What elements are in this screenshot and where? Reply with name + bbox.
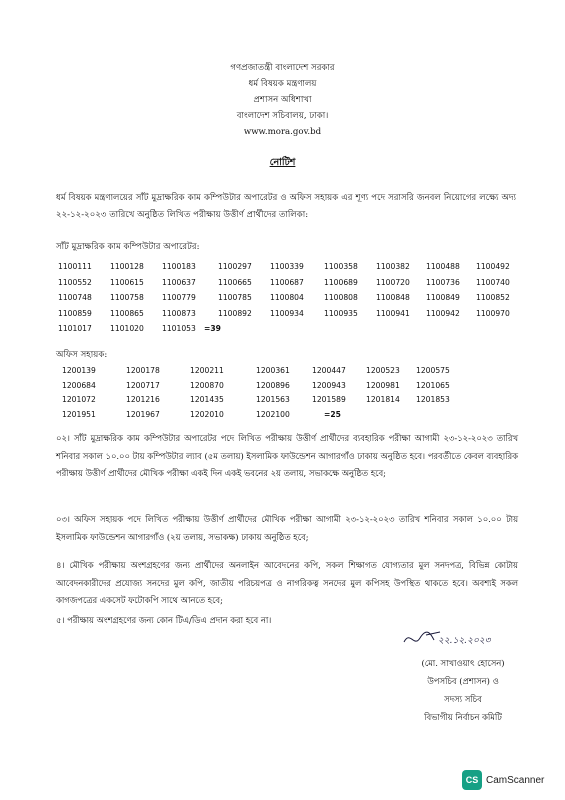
- section1-roll-number: 1100689: [324, 277, 358, 287]
- section2-roll-number: 1200211: [190, 366, 224, 375]
- section1-roll-number: 1100970: [476, 308, 510, 318]
- camscanner-name: CamScanner: [486, 774, 545, 786]
- section1-roll-number: 1100785: [218, 293, 252, 302]
- section1-roll-number: 1100687: [270, 277, 304, 287]
- signatory-name: (মো. সাখাওয়াৎ হোসেন): [421, 658, 505, 668]
- section2-roll-number: 1200575: [416, 366, 450, 375]
- section2-roll-number: 1200981: [366, 380, 400, 390]
- section2-label: অফিস সহায়ক:: [56, 350, 108, 360]
- office-address: বাংলাদেশ সচিবালয়, ঢাকা।: [236, 111, 329, 121]
- camscanner-logo-text: CS: [465, 775, 479, 785]
- camscanner-watermark: [462, 770, 544, 790]
- section2-roll-number: 1201853: [416, 395, 450, 404]
- section1-roll-number: 1100852: [476, 293, 510, 302]
- signatory-designation: উপসচিব (প্রশাসন) ও: [427, 676, 499, 686]
- section2-roll-number: 1200447: [312, 366, 346, 375]
- section2-roll-number: 1200523: [366, 366, 400, 375]
- section2-roll-number: 1201951: [62, 409, 96, 419]
- signature-scribble: [400, 626, 520, 650]
- section2-roll-number: 1202100: [256, 409, 290, 419]
- section1-roll-number: 1100942: [426, 308, 460, 318]
- section1-roll-number: 1100111: [58, 262, 92, 271]
- section1-roll-number: 1100552: [58, 277, 92, 287]
- section1-total-count: =39: [204, 324, 221, 333]
- section2-roll-number: 1201435: [190, 395, 224, 404]
- section1-roll-number: 1101017: [58, 324, 92, 333]
- government-name: গণপ্রজাতন্ত্রী বাংলাদেশ সরকার: [230, 63, 335, 73]
- section1-roll-number: 1100183: [162, 262, 196, 271]
- section1-roll-number: 1100934: [270, 308, 304, 318]
- section2-roll-number: 1200684: [62, 380, 96, 390]
- section1-roll-number: 1100941: [376, 308, 410, 318]
- section1-roll-number: 1100665: [218, 277, 252, 287]
- section1-roll-number: 1100297: [218, 262, 252, 271]
- section2-roll-number: 1200178: [126, 366, 160, 375]
- section1-roll-number: 1100615: [110, 277, 144, 287]
- section1-roll-number: 1100128: [110, 262, 144, 271]
- handwritten-signature: [400, 626, 520, 650]
- section1-roll-number: 1100848: [376, 293, 410, 302]
- section1-roll-number: 1100488: [426, 262, 460, 271]
- section1-roll-number: 1100935: [324, 308, 358, 318]
- section1-roll-grid: [58, 262, 528, 340]
- section2-roll-number: 1201072: [62, 395, 96, 404]
- notice-title: [0, 156, 565, 171]
- section1-roll-number: 1100736: [426, 277, 460, 287]
- section1-roll-number: 1100740: [476, 277, 510, 287]
- section1-roll-number: 1101020: [110, 324, 144, 333]
- section1-roll-number: 1100859: [58, 308, 92, 318]
- section1-roll-number: 1100865: [110, 308, 144, 318]
- section2-roll-number: 1200139: [62, 366, 96, 375]
- paragraph-2: ০২। সাঁট মুদ্রাক্ষরিক কাম কম্পিউটার অপারেটর পদে লিখিত পরীক্ষায় উত্তীর্ণ প্রার্থীদের ব্যবহারিক পরীক্ষা আগামী ২৩-১২-২০২৩ তারিখ শনিবার সকাল ১০.০০ টায় কম্পিউটার ল্যাব (৫ম তলায়) ইসলামিক ফাউন্ডেশন আগারগাঁও ঢাকায় অনুষ্ঠিত হবে। পরবর্তীতে কেবল ব্যবহারিক পরীক্ষায় উত্তীর্ণ প্রার্থীদের মৌখিক পরীক্ষা একই দিন একই ভবনের ২য় তলায়, সভাকক্ষে অনুষ্ঠিত হবে;: [56, 433, 518, 478]
- paragraph-4: ৪। মৌখিক পরীক্ষায় অংশগ্রহণের জন্য প্রার্থীদের অনলাইন আবেদনের কপি, সকল শিক্ষাগত যোগ্যতার মুল সনদপত্র, বিভিন্ন কোটায় আবেদনকারীদের প্রযোজ্য সনদের মুল কপি, জাতীয় পরিচয়পত্র ও নাগরিকত্ব সনদের মুল কপিসহ উপস্থিত থাকতে হবে। অবশ্যই সকল কাগজপত্রের একসেট ফটোকপি সাথে আনতে হবে;: [56, 560, 518, 605]
- section1-roll-number: 1100779: [162, 293, 196, 302]
- signatory-role: সদস্য সচিব: [444, 694, 482, 704]
- section1-roll-number: 1100873: [162, 308, 196, 318]
- section1-roll-number: 1100758: [110, 293, 144, 302]
- section2-roll-number: 1201563: [256, 395, 290, 404]
- section2-roll-number: 1201216: [126, 395, 160, 404]
- section2-roll-number: 1201967: [126, 409, 160, 419]
- section2-roll-number: 1200896: [256, 380, 290, 390]
- paragraph-5: ৫। পরীক্ষায় অংশগ্রহণের জন্য কোন টিএ/ডিএ প্রদান করা হবে না।: [56, 615, 272, 625]
- section1-roll-number: 1100637: [162, 277, 196, 287]
- signatory-committee: বিভাগীয় নির্বাচন কমিটি: [424, 712, 502, 722]
- section1-roll-number: 1100339: [270, 262, 304, 271]
- ministry-name: ধর্ম বিষয়ক মন্ত্রণালয়: [248, 79, 317, 89]
- section2-roll-number: 1201589: [312, 395, 346, 404]
- section2-roll-number: 1200870: [190, 380, 224, 390]
- signature-date: ২২.১২.২০২৩: [438, 636, 491, 646]
- camscanner-logo-icon: [462, 770, 482, 790]
- section1-roll-number: 1100358: [324, 262, 358, 271]
- section1-roll-number: 1100748: [58, 293, 92, 302]
- section1-roll-number: 1101053: [162, 324, 196, 333]
- section1-roll-number: 1100804: [270, 293, 304, 302]
- intro-paragraph: ধর্ম বিষয়ক মন্ত্রণালয়ের সাঁট মুদ্রাক্ষরিক কাম কম্পিউটার অপারেটর ও অফিস সহায়ক এর শূণ্য পদে সরাসরি জনবল নিয়োগের লক্ষ্যে অদ্য ২২-১২-২০২৩ তারিখে অনুষ্ঠিত লিখিত পরীক্ষায় উত্তীর্ণ প্রার্থীদের তালিকা:: [56, 193, 516, 220]
- section1-roll-number: 1100849: [426, 293, 460, 302]
- section1-roll-number: 1100720: [376, 277, 410, 287]
- section1-roll-number: 1100892: [218, 308, 252, 318]
- section2-roll-number: 1200361: [256, 366, 290, 375]
- section2-total-count: =25: [324, 409, 341, 419]
- website-link[interactable]: www.mora.gov.bd: [243, 127, 322, 137]
- section2-roll-number: 1200943: [312, 380, 346, 390]
- notice-title-text: নোটিশ: [269, 157, 296, 168]
- branch-name: প্রশাসন অধিশাখা: [253, 95, 312, 105]
- section2-roll-number: 1201065: [416, 380, 450, 390]
- signatory-block: [383, 654, 543, 726]
- section1-roll-number: 1100808: [324, 293, 358, 302]
- section2-roll-number: 1202010: [190, 409, 224, 419]
- section2-roll-number: 1201814: [366, 395, 400, 404]
- section2-roll-grid: [62, 366, 522, 424]
- section1-label: সাঁট মুদ্রাক্ষরিক কাম কম্পিউটার অপারেটর:: [56, 242, 200, 252]
- paragraph-3: ০৩। অফিস সহায়ক পদে লিখিত পরীক্ষায় উত্তীর্ণ প্রার্থীদের মৌখিক পরীক্ষা আগামী ২৩-১২-২০২৩ তারিখ শনিবার সকাল ১০.০০ টায় ইসলামিক ফাউন্ডেশন আগারগাঁও (২য় তলায়, সভাকক্ষ) ঢাকায় অনুষ্ঠিত হবে;: [56, 514, 518, 542]
- section1-roll-number: 1100382: [376, 262, 410, 271]
- letterhead: [0, 60, 565, 140]
- section1-roll-number: 1100492: [476, 262, 510, 271]
- section2-roll-number: 1200717: [126, 380, 160, 390]
